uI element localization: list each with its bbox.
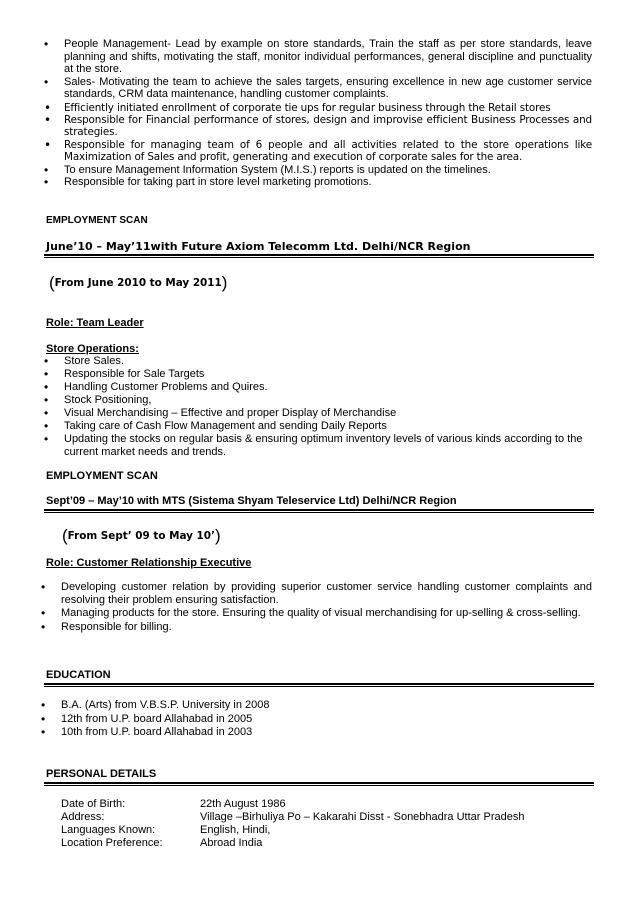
list-item: • Managing products for the store. Ensuring the quality of visual merchandising for up-selling & cross-selling. bbox=[61, 607, 592, 620]
list-item: • Responsible for Sale Targets bbox=[64, 368, 584, 381]
list-item: • Responsible for taking part in store level marketing promotions. bbox=[64, 176, 592, 189]
job-role: Role: Team Leader bbox=[46, 317, 144, 329]
list-item: • Store Sales. bbox=[64, 355, 584, 368]
list-item: • Responsible for Financial performance of stores, design and improvise efficient Business Processes and strategies. bbox=[64, 114, 592, 139]
section-heading: EDUCATION bbox=[46, 669, 111, 681]
job-role: Role: Customer Relationship Executive bbox=[46, 557, 252, 569]
list-item: • Visual Merchandising – Effective and proper Display of Merchandise bbox=[64, 407, 584, 420]
divider bbox=[44, 686, 594, 687]
subheading: Store Operations: bbox=[46, 343, 139, 355]
education-list bbox=[61, 699, 561, 740]
job-period: (From Sept’ 09 to May 10’) bbox=[62, 526, 221, 545]
divider bbox=[44, 512, 594, 513]
list-item: • Updating the stocks on regular basis & ensuring optimum inventory levels of various kinds according to the current market needs and trends. bbox=[64, 433, 584, 459]
list-item: • Stock Positioning, bbox=[64, 394, 584, 407]
list-item: • Responsible for managing team of 6 people and all activities related to the store operations like Maximization of Sales and profit, generating and execution of corporate sales for the area. bbox=[64, 139, 592, 164]
divider bbox=[44, 257, 594, 258]
divider bbox=[44, 254, 594, 256]
detail-value: Village –Birhuliya Po – Kakarahi Disst - Sonebhadra Uttar Pradesh bbox=[200, 811, 525, 823]
job-title: Sept’09 – May’10 with MTS (Sistema Shyam Teleservice Ltd) Delhi/NCR Region bbox=[46, 495, 457, 507]
detail-value: English, Hindi, bbox=[200, 824, 271, 836]
job-period: (From June 2010 to May 2011) bbox=[49, 273, 228, 292]
divider bbox=[44, 785, 594, 786]
detail-label: Location Preference: bbox=[61, 837, 163, 849]
list-item: • Responsible for billing. bbox=[61, 621, 592, 634]
job-title: June’10 – May’11with Future Axiom Telecomm Ltd. Delhi/NCR Region bbox=[46, 240, 471, 253]
section-heading: EMPLOYMENT SCAN bbox=[46, 470, 158, 482]
detail-label: Languages Known: bbox=[61, 824, 156, 836]
detail-value: 22th August 1986 bbox=[200, 798, 286, 810]
section-heading: EMPLOYMENT SCAN bbox=[46, 215, 148, 226]
divider bbox=[44, 509, 594, 511]
table-row bbox=[61, 811, 524, 824]
detail-label: Address: bbox=[61, 811, 105, 823]
list-item: • Sales- Motivating the team to achieve the sales targets, ensuring excellence in new age customer service standards, CRM data maintenance, handling customer complaints. bbox=[64, 76, 592, 101]
responsibilities-list bbox=[64, 38, 592, 189]
list-item: • Developing customer relation by providing superior customer service handling customer complaints and resolving their problem ensuring satisfaction. bbox=[61, 581, 592, 606]
section-heading: PERSONAL DETAILS bbox=[46, 768, 157, 780]
divider bbox=[44, 683, 594, 685]
detail-label: Date of Birth: bbox=[61, 798, 126, 810]
table-row bbox=[61, 824, 524, 837]
list-item: • Efficiently initiated enrollment of corporate tie ups for regular business through the Retail stores bbox=[64, 102, 592, 114]
list-item: • Taking care of Cash Flow Management and sending Daily Reports bbox=[64, 420, 584, 433]
detail-value: Abroad India bbox=[200, 837, 263, 849]
list-item: • 12th from U.P. board Allahabad in 2005 bbox=[61, 713, 561, 727]
list-item: • People Management- Lead by example on store standards, Train the staff as per store standards, leave planning and shifts, motivating the staff, monitor individual performances, general discipline and punctuality at the store. bbox=[64, 38, 592, 76]
table-row bbox=[61, 798, 524, 811]
store-operations-list bbox=[64, 355, 584, 459]
list-item: • 10th from U.P. board Allahabad in 2003 bbox=[61, 726, 561, 740]
list-item: • B.A. (Arts) from V.B.S.P. University in 2008 bbox=[61, 699, 561, 713]
crm-duties-list bbox=[61, 581, 592, 633]
divider bbox=[44, 782, 594, 784]
table-row bbox=[61, 837, 524, 850]
personal-details-table bbox=[61, 798, 524, 850]
list-item: • To ensure Management Information System (M.I.S.) reports is updated on the timelines. bbox=[64, 164, 592, 177]
list-item: • Handling Customer Problems and Quires. bbox=[64, 381, 584, 394]
